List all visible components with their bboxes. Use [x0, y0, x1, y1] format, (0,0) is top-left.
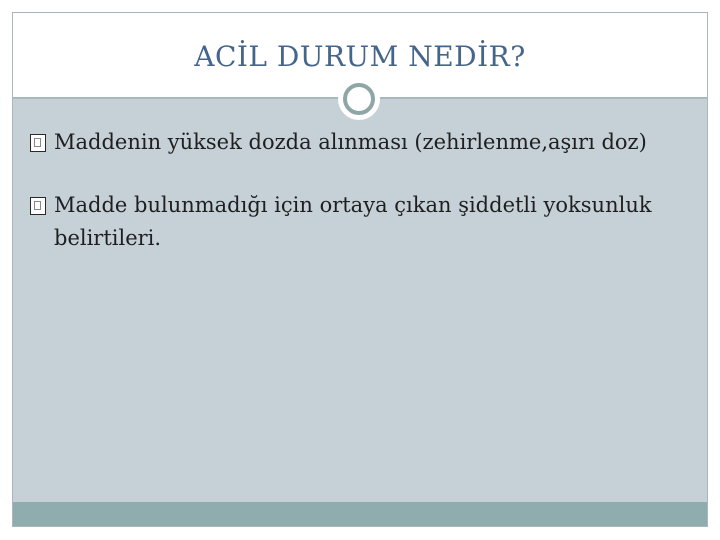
- bullet-list: [30, 126, 690, 285]
- bullet-text: Madde bulunmadığı için ortaya çıkan şiddetli yoksunluk belirtileri.: [54, 193, 652, 250]
- footer-band: [13, 502, 707, 526]
- unknown-glyph-box-icon: [30, 134, 46, 152]
- bullet-item: [30, 126, 690, 159]
- circle-ring: [343, 83, 375, 115]
- slide-title: ACİL DURUM NEDİR?: [194, 40, 526, 73]
- unknown-glyph-box-icon: [30, 197, 46, 215]
- bullet-item: [30, 189, 690, 255]
- circle-ornament-icon: [338, 78, 380, 120]
- bullet-text: Maddenin yüksek dozda alınması (zehirlenme,aşırı doz): [54, 130, 647, 154]
